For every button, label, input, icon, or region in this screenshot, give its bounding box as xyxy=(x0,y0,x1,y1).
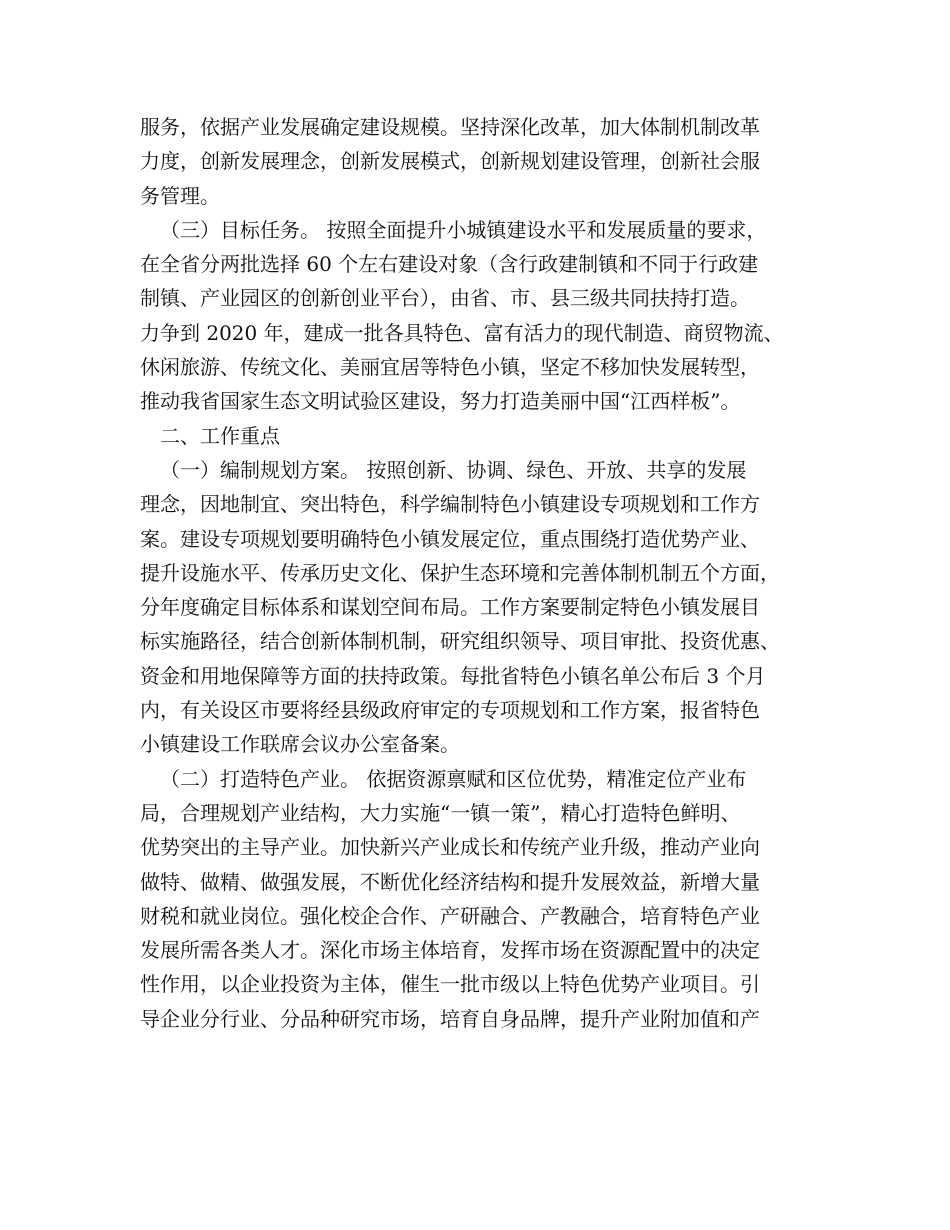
text-line: 力争到 2020 年，建成一批各具特色、富有活力的现代制造、商贸物流、 xyxy=(140,320,784,345)
text-line: 案。建设专项规划要明确特色小镇发展定位，重点围绕打造优势产业、 xyxy=(140,526,760,551)
text-line: 发展所需各类人才。深化市场主体培育，发挥市场在资源配置中的决定 xyxy=(140,938,760,963)
text-line: 导企业分行业、分品种研究市场，培育自身品牌，提升产业附加值和产 xyxy=(140,1006,760,1031)
text-line: 理念，因地制宜、突出特色，科学编制特色小镇建设专项规划和工作方 xyxy=(140,492,760,517)
text-line: 资金和用地保障等方面的扶持政策。每批省特色小镇名单公布后 3 个月 xyxy=(140,663,766,688)
text-line: 局，合理规划产业结构，大力实施“一镇一策”，精心打造特色鲜明、 xyxy=(140,800,741,825)
text-line: 提升设施水平、传承历史文化、保护生态环境和完善体制机制五个方面， xyxy=(140,560,780,585)
text-line: 制镇、产业园区的创新创业平台），由省、市、县三级共同扶持打造。 xyxy=(140,286,750,311)
text-line: 推动我省国家生态文明试验区建设，努力打造美丽中国“江西样板”。 xyxy=(140,389,741,414)
text-line: 优势突出的主导产业。加快新兴产业成长和传统产业升级，推动产业向 xyxy=(140,835,760,860)
text-line: 分年度确定目标体系和谋划空间布局。工作方案要制定特色小镇发展目 xyxy=(140,595,760,620)
text-line: 二、工作重点 xyxy=(160,423,280,448)
text-line: 小镇建设工作联席会议办公室备案。 xyxy=(140,732,460,757)
text-line: 性作用，以企业投资为主体，催生一批市级以上特色优势产业项目。引 xyxy=(140,972,760,997)
body-text xyxy=(140,110,830,1036)
text-line: 内，有关设区市要将经县级政府审定的专项规划和工作方案，报省特色 xyxy=(140,698,760,723)
text-line: （二）打造特色产业。 依据资源禀赋和区位优势，精准定位产业布 xyxy=(160,766,747,791)
text-line: 做特、做精、做强发展，不断优化经济结构和提升发展效益，新增大量 xyxy=(140,869,760,894)
text-line: 在全省分两批选择 60 个左右建设对象（含行政建制镇和不同于行政建 xyxy=(140,252,759,277)
text-line: 标实施路径，结合创新体制机制，研究组织领导、项目审批、投资优惠、 xyxy=(140,629,780,654)
text-line: 服务，依据产业发展确定建设规模。坚持深化改革，加大体制机制改革 xyxy=(140,115,760,139)
text-line: 财税和就业岗位。强化校企合作、产研融合、产教融合，培育特色产业 xyxy=(140,903,760,928)
text-line: （一）编制规划方案。 按照创新、协调、绿色、开放、共享的发展 xyxy=(160,457,747,482)
text-line: 务管理。 xyxy=(140,183,220,208)
text-line: 力度，创新发展理念，创新发展模式，创新规划建设管理，创新社会服 xyxy=(140,149,760,174)
text-line: （三）目标任务。 按照全面提升小城镇建设水平和发展质量的要求， xyxy=(160,217,767,242)
text-line: 休闲旅游、传统文化、美丽宜居等特色小镇，坚定不移加快发展转型， xyxy=(140,355,760,380)
